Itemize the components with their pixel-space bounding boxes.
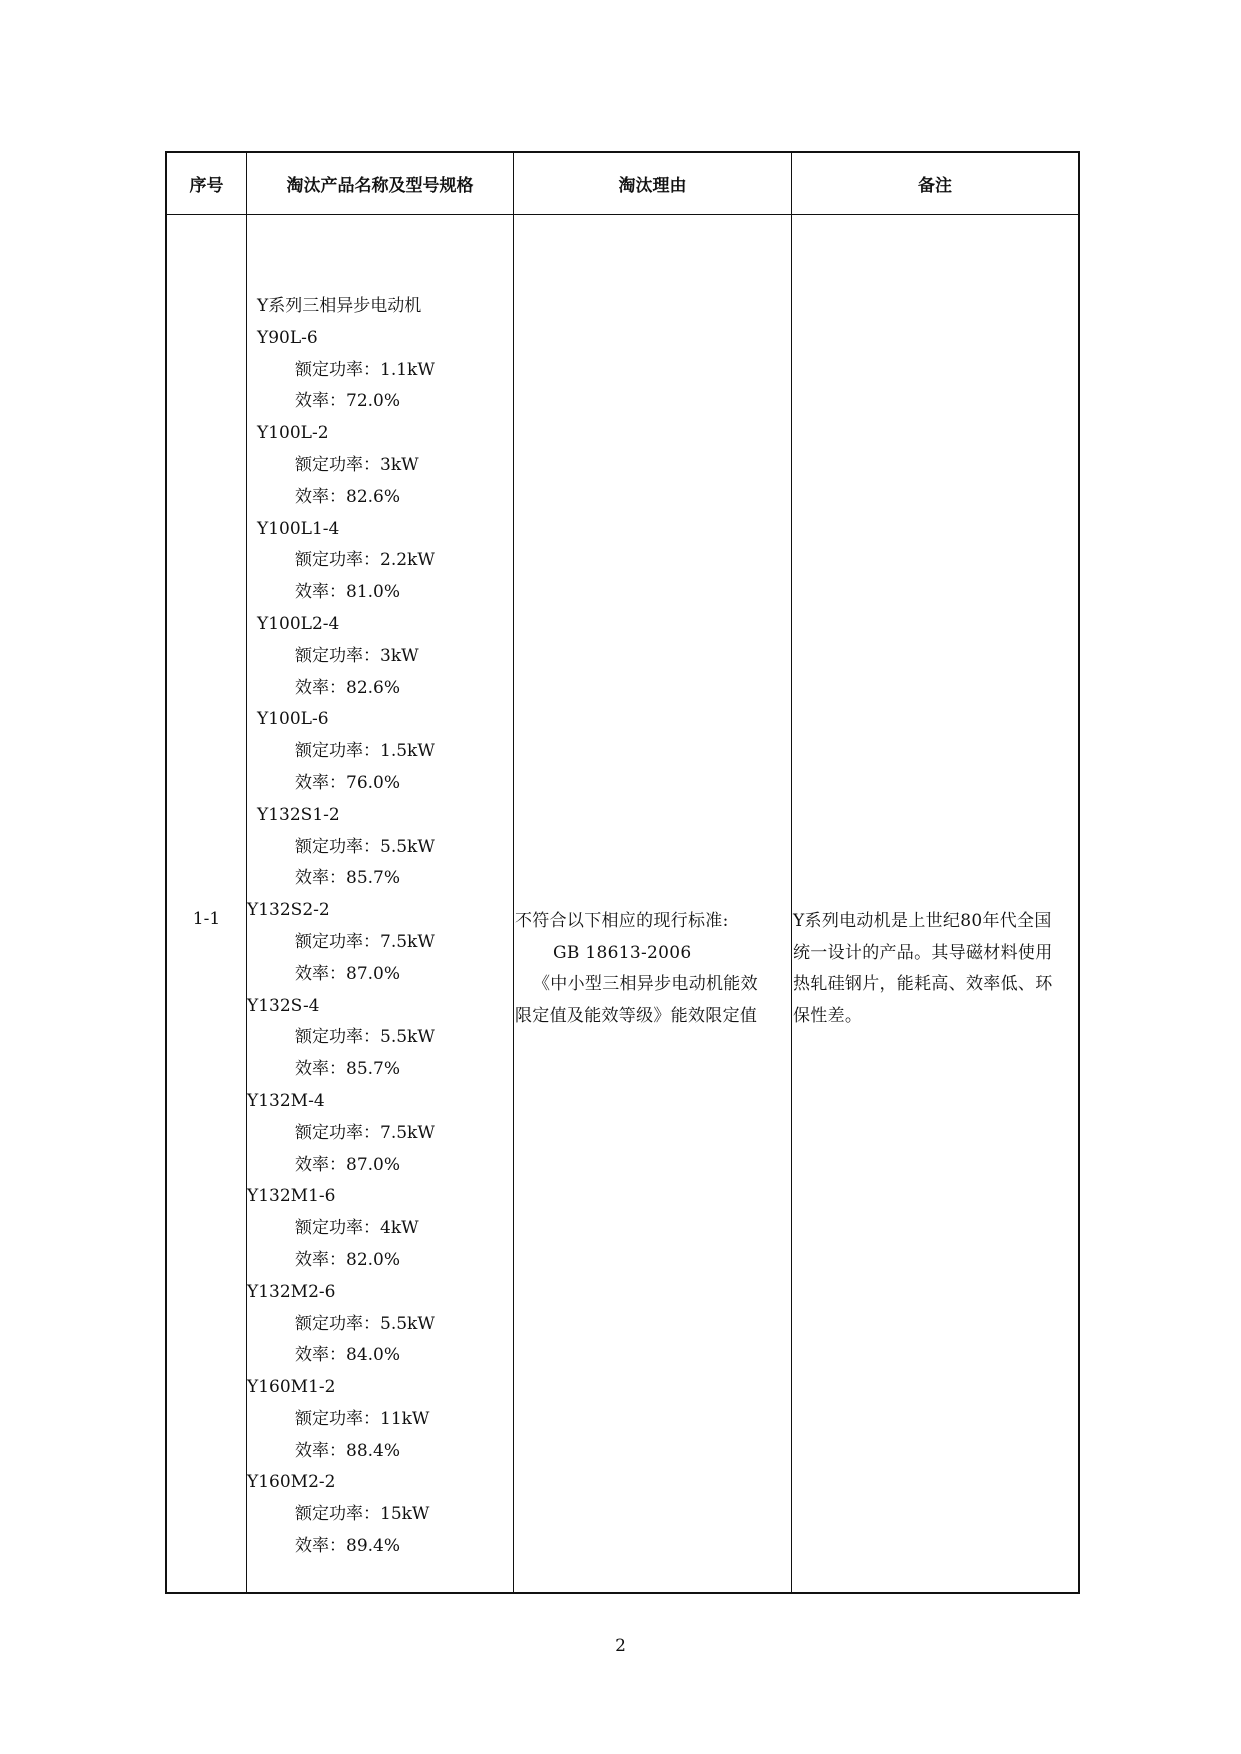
rated-power: 额定功率：5.5kW — [295, 1313, 435, 1334]
remark-line-4: 保性差。 — [793, 1005, 863, 1026]
reason-line-4: 限定值及能效等级》能效限定值 — [515, 1005, 758, 1026]
remark-text — [792, 906, 1078, 1032]
efficiency: 效率：76.0% — [295, 772, 401, 793]
rated-power: 额定功率：7.5kW — [295, 1122, 435, 1143]
efficiency: 效率：88.4% — [295, 1440, 401, 1461]
page-number: 2 — [615, 1636, 626, 1656]
model-name: Y132S2-2 — [247, 900, 330, 921]
efficiency: 效率：87.0% — [295, 963, 401, 984]
row-index: 1-1 — [167, 215, 247, 1592]
series-title: Y系列三相异步电动机 — [257, 296, 422, 316]
model-name: Y90L-6 — [257, 327, 318, 348]
reason-text — [514, 906, 791, 1032]
efficiency: 效率：89.4% — [295, 1536, 401, 1557]
rated-power: 额定功率：15kW — [295, 1504, 430, 1525]
reason-line-3: 《中小型三相异步电动机能效 — [533, 974, 758, 994]
reason-cell — [514, 215, 792, 1592]
model-name: Y132S1-2 — [257, 804, 340, 825]
model-name: Y132M-4 — [247, 1090, 325, 1111]
model-name: Y160M2-2 — [247, 1472, 336, 1493]
efficiency: 效率：82.0% — [295, 1249, 401, 1270]
rated-power: 额定功率：5.5kW — [295, 836, 435, 857]
model-name: Y132M1-6 — [247, 1186, 336, 1207]
model-name: Y100L1-4 — [257, 518, 340, 539]
efficiency: 效率：85.7% — [295, 868, 401, 889]
reason-line-1: 不符合以下相应的现行标准: — [515, 911, 729, 931]
model-lines — [247, 323, 513, 1563]
efficiency: 效率：85.7% — [295, 1059, 401, 1080]
header-index: 序号 — [167, 153, 247, 215]
model-name: Y160M1-2 — [247, 1377, 336, 1398]
model-name: Y100L-2 — [257, 423, 329, 444]
model-name: Y100L-6 — [257, 709, 329, 730]
remark-line-2: 统一设计的产品。其导磁材料使用 — [793, 942, 1053, 963]
rated-power: 额定功率：3kW — [295, 645, 419, 666]
remark-line-1: Y系列电动机是上世纪80年代全国 — [793, 911, 1052, 931]
efficiency: 效率：81.0% — [295, 582, 401, 603]
rated-power: 额定功率：11kW — [295, 1408, 430, 1429]
model-name: Y100L2-4 — [257, 613, 340, 634]
header-reason: 淘汰理由 — [514, 153, 792, 215]
header-remark: 备注 — [792, 153, 1078, 215]
remark-line-3: 热轧硅钢片，能耗高、效率低、环 — [793, 974, 1053, 994]
rated-power: 额定功率：3kW — [295, 454, 419, 475]
efficiency: 效率：82.6% — [295, 677, 401, 698]
product-list — [247, 215, 514, 1592]
model-name: Y132S-4 — [247, 995, 320, 1016]
rated-power: 额定功率：7.5kW — [295, 931, 435, 952]
model-name: Y132M2-6 — [247, 1281, 336, 1302]
efficiency: 效率：87.0% — [295, 1154, 401, 1175]
rated-power: 额定功率：1.5kW — [295, 741, 435, 762]
efficiency: 效率：84.0% — [295, 1345, 401, 1366]
rated-power: 额定功率：5.5kW — [295, 1027, 435, 1048]
elimination-table — [165, 151, 1080, 1594]
efficiency: 效率：82.6% — [295, 486, 401, 507]
rated-power: 额定功率：1.1kW — [295, 359, 435, 380]
rated-power: 额定功率：2.2kW — [295, 550, 435, 571]
reason-standard: GB 18613-2006 — [553, 942, 692, 963]
rated-power: 额定功率：4kW — [295, 1218, 419, 1239]
remark-cell — [792, 215, 1078, 1592]
header-product: 淘汰产品名称及型号规格 — [247, 153, 514, 215]
efficiency: 效率：72.0% — [295, 391, 401, 412]
